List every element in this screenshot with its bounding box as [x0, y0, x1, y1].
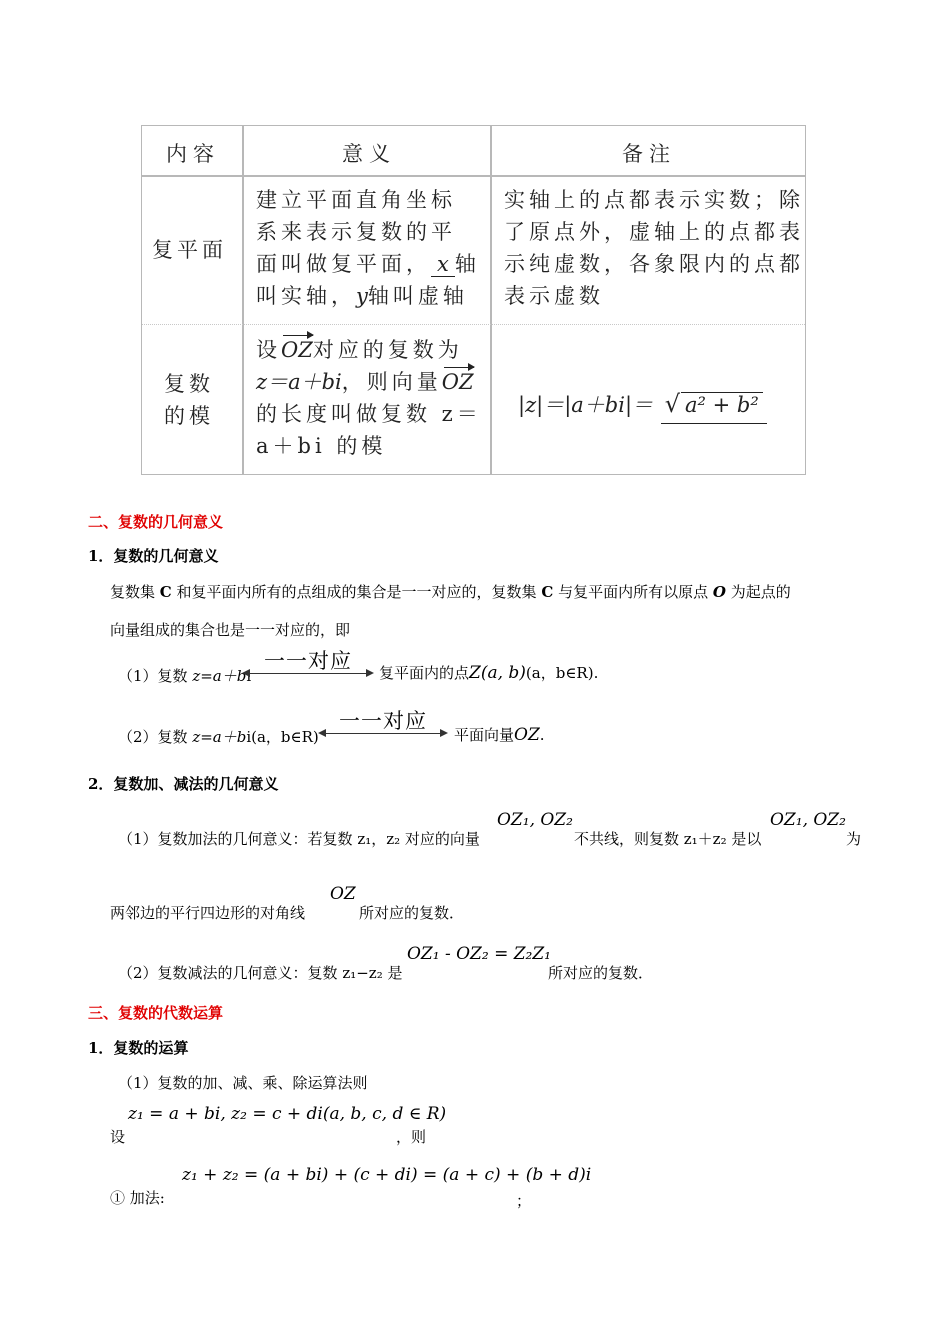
sqrt-symbol: √	[664, 390, 682, 418]
text: 和复平面内所有的点组成的集合是一一对应的，复数集	[176, 583, 537, 601]
note-line: 表示虚数	[504, 284, 604, 308]
meaning-text: 设	[256, 338, 281, 362]
arrow-right-head	[440, 729, 448, 737]
bijection-arrow	[242, 649, 374, 683]
math-z: z＝a＋bi	[256, 370, 342, 394]
paragraph: （1）复数的加、减、乘、除运算法则	[118, 1074, 368, 1092]
eq-left	[118, 665, 251, 686]
definition-table	[141, 125, 806, 475]
sqrt-body: a² + b²	[681, 392, 763, 417]
text: (a，b∈R).	[525, 664, 599, 682]
section-title: 二、复数的几何意义	[88, 513, 224, 531]
vector-oz: OZ	[281, 334, 313, 366]
table-divider	[490, 126, 492, 474]
meaning-line: 系来表示复数的平	[256, 220, 456, 244]
text: i	[246, 667, 252, 685]
vector-oz: OZ	[330, 884, 356, 904]
meaning-text: 对应的复数为	[312, 338, 463, 362]
math-x: x	[431, 252, 455, 277]
paragraph: ① 加法:	[110, 1189, 165, 1207]
text: 为起点的	[730, 583, 791, 601]
paragraph: 设	[110, 1128, 126, 1146]
label-line: 的模	[164, 404, 214, 428]
arrow-label: 一一对应	[339, 709, 427, 733]
meaning-line	[256, 280, 480, 312]
paragraph: ，则	[396, 1128, 427, 1146]
row-label	[164, 368, 214, 432]
eq-left	[118, 726, 319, 747]
meaning-text: 面叫做复平面，	[256, 252, 431, 276]
meaning-text: 轴叫虚轴	[367, 284, 468, 308]
text: （2）复数	[118, 728, 193, 746]
arrow-label: 一一对应	[264, 649, 352, 673]
bijection-arrow	[318, 709, 448, 743]
note-line: 了原点外，虚轴上的点都表	[504, 220, 804, 244]
paragraph: 所对应的复数．	[548, 964, 654, 982]
text: i(a，b∈R)	[246, 728, 319, 746]
set-c: C	[541, 583, 554, 601]
subsection-title: 1．复数的几何意义	[88, 547, 219, 565]
table-header: 意义	[342, 142, 396, 166]
text: 复数集	[110, 583, 156, 601]
meaning-line	[256, 248, 480, 280]
subtraction-formula: OZ₁ - OZ₂ = Z₂Z₁	[407, 944, 551, 964]
formula-underline	[661, 388, 767, 424]
section-title: 三、复数的代数运算	[88, 1004, 224, 1022]
set-c: C	[159, 583, 172, 601]
math: z=a＋b	[192, 667, 247, 685]
label-line: 复数	[164, 372, 214, 396]
arrow-left-head	[318, 729, 326, 737]
addition-formula: z₁ + z₂ = (a + bi) + (c + di) = (a + c) + (b + d)i	[182, 1165, 592, 1185]
row-label: 复平面	[152, 238, 227, 262]
paragraph: 不共线，则复数 z₁＋z₂ 是以	[574, 830, 762, 848]
meaning-line: a＋bi 的模	[256, 434, 387, 458]
origin-o: O	[712, 583, 726, 601]
text: 复平面内的点	[379, 664, 470, 682]
paragraph	[110, 581, 791, 602]
vector-oz: OZ	[442, 366, 474, 398]
arrow-line	[324, 733, 442, 734]
text: 与复平面内所有以原点	[558, 583, 709, 601]
eq-right	[379, 662, 598, 683]
formula-text: |z|＝|a＋bi|＝	[518, 393, 654, 417]
note-line: 示纯虚数，各象限内的点都	[504, 252, 804, 276]
paragraph: （1）复数加法的几何意义：若复数 z₁，z₂ 对应的向量	[118, 830, 480, 848]
text: 平面向量	[454, 726, 515, 744]
paragraph: ；	[516, 1192, 532, 1210]
math: z=a＋b	[192, 728, 247, 746]
paragraph: 所对应的复数．	[359, 904, 465, 922]
meaning-line: 的长度叫做复数 z＝	[256, 402, 482, 426]
point-z: Z(a, b)	[469, 663, 526, 683]
arrow-left-head	[242, 669, 250, 677]
row-meaning	[256, 334, 482, 462]
vector-pair: OZ₁, OZ₂	[770, 810, 846, 830]
row-note	[504, 184, 804, 312]
note-line: 实轴上的点都表示实数；除	[504, 188, 804, 212]
arrow-line	[248, 673, 368, 674]
table-header: 备注	[622, 142, 676, 166]
meaning-line	[256, 366, 482, 398]
table-divider	[142, 175, 805, 177]
meaning-text: 叫实轴，	[256, 284, 356, 308]
arrow-right-head	[366, 669, 374, 677]
modulus-formula	[518, 388, 767, 424]
table-header: 内容	[166, 142, 220, 166]
meaning-text: ，则向量	[341, 370, 442, 394]
eq-right	[454, 724, 545, 745]
meaning-line: 建立平面直角坐标	[256, 188, 456, 212]
vector-oz: OZ	[514, 725, 540, 745]
table-divider	[242, 126, 244, 474]
subsection-title: 2．复数加、减法的几何意义	[88, 775, 279, 793]
math-y: y	[356, 284, 368, 308]
vector-pair: OZ₁, OZ₂	[497, 810, 573, 830]
let-formula: z₁ = a + bi, z₂ = c + di(a, b, c, d ∈ R)	[128, 1104, 447, 1124]
subsection-title: 1．复数的运算	[88, 1039, 189, 1057]
meaning-text: 轴	[454, 252, 480, 276]
paragraph: 两邻边的平行四边形的对角线	[110, 904, 306, 922]
table-divider	[142, 324, 805, 325]
text: .	[539, 726, 545, 744]
paragraph: 为	[846, 830, 862, 848]
meaning-line	[256, 334, 482, 366]
paragraph: 向量组成的集合也是一一对应的，即	[110, 621, 351, 639]
paragraph: （2）复数减法的几何意义：复数 z₁−z₂ 是	[118, 964, 403, 982]
row-meaning	[256, 184, 480, 312]
text: （1）复数	[118, 667, 193, 685]
